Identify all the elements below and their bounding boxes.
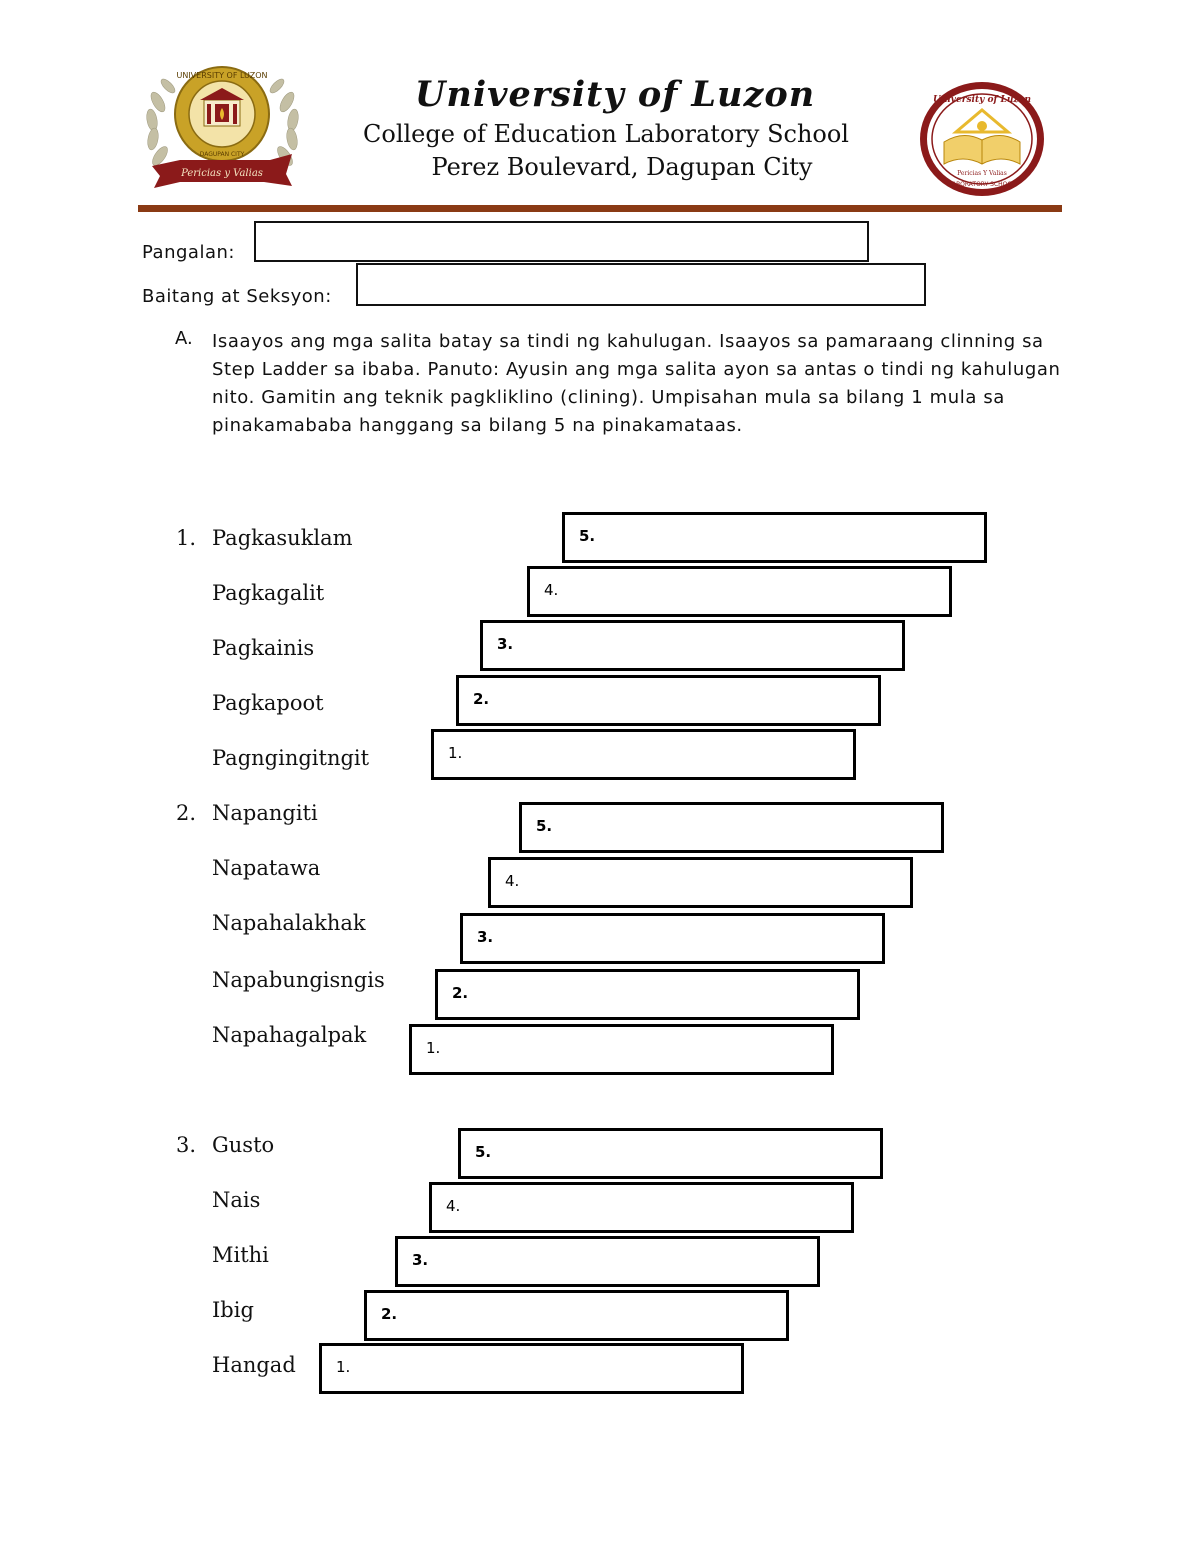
logo-inner-text: Pericias Y Valias	[957, 170, 1007, 177]
college-name: College of Education Laboratory School	[363, 120, 849, 148]
group-1-word-1: Pagkasuklam	[212, 526, 353, 550]
step-label: 1.	[448, 744, 463, 762]
group-3-step-1[interactable]	[319, 1343, 744, 1394]
group-1-step-4[interactable]	[527, 566, 952, 617]
group-2-step-5[interactable]	[519, 802, 944, 853]
group-3-word-5: Hangad	[212, 1353, 296, 1377]
name-label: Pangalan:	[142, 242, 235, 263]
section-label: Baitang at Seksyon:	[142, 286, 332, 307]
group-3-word-4: Ibig	[212, 1298, 254, 1322]
group-2-step-1[interactable]	[409, 1024, 834, 1075]
group-2-number: 2.	[176, 801, 197, 825]
group-1-step-3[interactable]	[480, 620, 905, 671]
seal-banner-text: Pericias y Valias	[181, 168, 263, 179]
group-2-word-2: Napatawa	[212, 856, 321, 880]
section-field[interactable]	[356, 263, 926, 306]
group-3-step-4[interactable]	[429, 1182, 854, 1233]
name-field[interactable]	[254, 221, 869, 262]
group-1-word-2: Pagkagalit	[212, 581, 325, 605]
group-1-step-1[interactable]	[431, 729, 856, 780]
step-label: 2.	[381, 1305, 398, 1323]
step-label: 3.	[497, 635, 514, 653]
group-3-step-5[interactable]	[458, 1128, 883, 1179]
step-label: 1.	[426, 1039, 441, 1057]
instruction-text: Isaayos ang mga salita batay sa tindi ng kahulugan. Isaayos sa pamaraang clinning sa Step Ladder sa ibaba. Panuto: Ayusin ang mga salita ayon sa antas o tindi ng kahulugan nito. Gamitin ang teknik pagkliklino (clining). Umpisahan mula sa bilang 1 mula sa pinakamababa hanggang sa bilang 5 na pinakamataas.	[212, 331, 1061, 436]
logo-ring-text: University of Luzon	[932, 95, 1032, 105]
step-label: 5.	[536, 817, 553, 835]
seal-bottom-text: DAGUPAN CITY	[199, 151, 245, 158]
group-3-word-1: Gusto	[212, 1133, 275, 1157]
group-3-step-2[interactable]	[364, 1290, 789, 1341]
group-1-word-4: Pagkapoot	[212, 691, 324, 715]
group-2-step-2[interactable]	[435, 969, 860, 1020]
group-1-step-2[interactable]	[456, 675, 881, 726]
school-address: Perez Boulevard, Dagupan City	[431, 153, 813, 181]
group-3-word-2: Nais	[212, 1188, 261, 1212]
header-divider	[138, 205, 1062, 212]
group-2-word-4: Napabungisngis	[212, 968, 385, 992]
university-name: University of Luzon	[414, 74, 816, 115]
group-1-word-5: Pagngingitngit	[212, 746, 370, 770]
group-2-step-4[interactable]	[488, 857, 913, 908]
step-label: 4.	[446, 1197, 461, 1215]
step-label: 5.	[475, 1143, 492, 1161]
group-3-number: 3.	[176, 1133, 197, 1157]
logo-bottom-text: LABORATORY SCHOOL	[948, 181, 1016, 188]
group-2-step-3[interactable]	[460, 913, 885, 964]
step-label: 4.	[505, 872, 520, 890]
step-label: 2.	[473, 690, 490, 708]
step-label: 3.	[412, 1251, 429, 1269]
group-2-word-1: Napangiti	[212, 801, 318, 825]
step-label: 4.	[544, 581, 559, 599]
instruction-letter: A.	[175, 328, 193, 349]
step-label: 5.	[579, 527, 596, 545]
step-label: 3.	[477, 928, 494, 946]
group-1-word-3: Pagkainis	[212, 636, 315, 660]
group-2-word-5: Napahagalpak	[212, 1023, 367, 1047]
group-2-word-3: Napahalakhak	[212, 911, 366, 935]
step-label: 1.	[336, 1358, 351, 1376]
step-label: 2.	[452, 984, 469, 1002]
group-1-step-5[interactable]	[562, 512, 987, 563]
seal-ring-text: UNIVERSITY OF LUZON	[176, 71, 268, 80]
group-3-word-3: Mithi	[212, 1243, 269, 1267]
group-3-step-3[interactable]	[395, 1236, 820, 1287]
group-1-number: 1.	[176, 526, 197, 550]
